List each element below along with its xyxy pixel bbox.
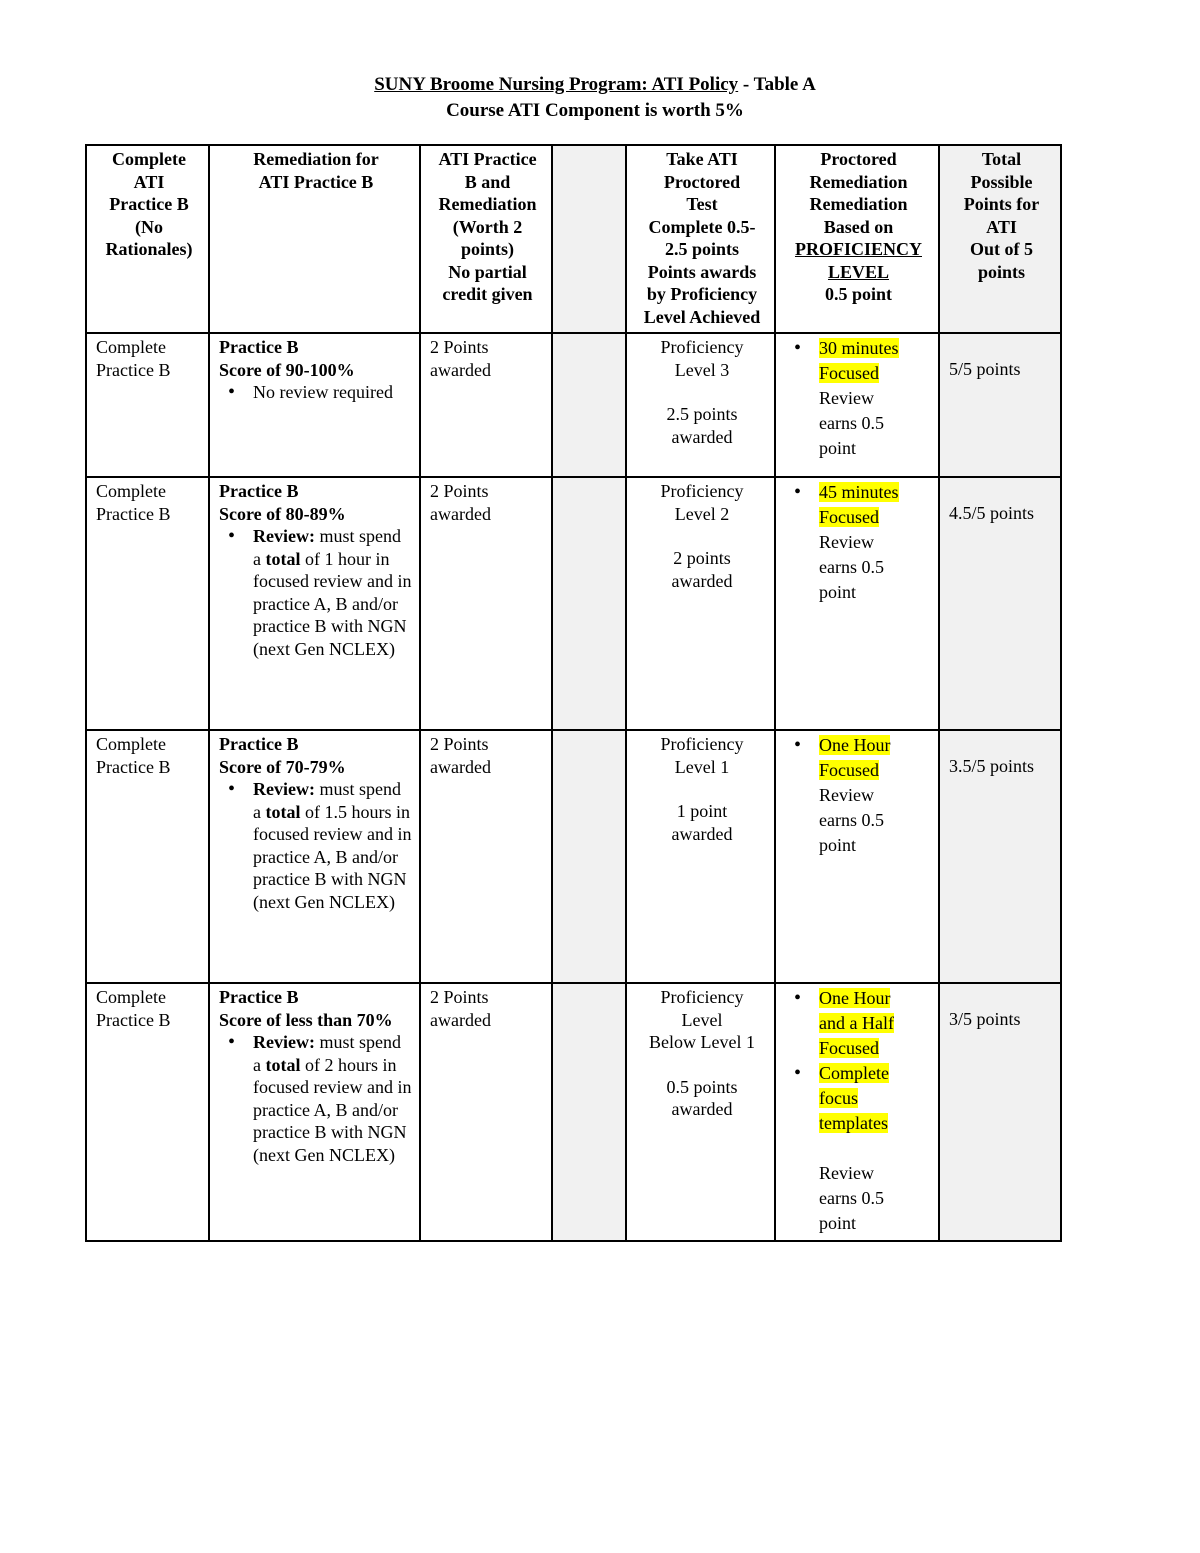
total-points: 5/5 points: [949, 359, 1021, 379]
cell-remediation: [209, 730, 420, 983]
cell-proctored-remediation: [775, 983, 939, 1241]
header-text: Remediation: [809, 194, 908, 214]
cell-text: Practice B: [96, 503, 171, 524]
cell-text: Level 1: [674, 756, 730, 777]
cell-text: Complete: [96, 987, 166, 1007]
score-range: Score of less than 70%: [219, 1009, 393, 1030]
cell-text: Level: [681, 1009, 723, 1030]
score-range: Score of 70-79%: [219, 756, 346, 777]
cell-text: point: [819, 835, 857, 855]
practice-title: Practice B: [219, 987, 299, 1007]
table-row: [86, 983, 1061, 1241]
cell-text: 1 point: [676, 801, 728, 821]
review-text: must spend a: [253, 1032, 401, 1075]
header-text: ATI Practice B: [258, 171, 374, 192]
cell-proctored-remediation: [775, 477, 939, 730]
header-text: Remediation for: [253, 149, 379, 169]
header-complete-practice: [86, 145, 209, 333]
cell-text: awarded: [671, 823, 733, 844]
total-points: 4.5/5 points: [949, 503, 1035, 523]
cell-proficiency: [626, 983, 775, 1241]
review-item: [219, 525, 413, 660]
highlighted-text: 45 minutes: [819, 482, 899, 502]
review-text: of 1 hour in focused review and in practice A, B and/or practice B with NGN (next Gen NCLEX): [253, 548, 412, 659]
cell-blank: [552, 477, 626, 730]
header-text: Based on: [823, 216, 894, 237]
cell-text: Review: [819, 532, 874, 552]
cell-text: awarded: [671, 1099, 733, 1119]
cell-text: Complete: [96, 337, 166, 357]
remediation-item: [785, 336, 932, 461]
cell-text: 2 Points: [430, 734, 489, 754]
header-text: Practice B: [109, 194, 189, 214]
remediation-item: [785, 1061, 932, 1236]
cell-text: awarded: [671, 570, 733, 591]
header-text: Test: [686, 194, 718, 214]
highlighted-text: Focused: [819, 1038, 879, 1058]
title-table-label: Table A: [753, 74, 816, 95]
table-row: [86, 477, 1061, 730]
cell-text: Level 3: [674, 359, 730, 380]
cell-text: point: [819, 438, 857, 458]
cell-text: awarded: [430, 756, 491, 777]
header-text: Proctored: [820, 149, 897, 169]
cell-text: 2 points: [673, 548, 731, 568]
cell-text: point: [819, 1213, 857, 1233]
header-text: (Worth 2: [452, 216, 523, 237]
review-text: of 1.5 hours in focused review and in practice A, B and/or practice B with NGN (next Gen NCLEX): [253, 801, 412, 912]
cell-text: Proficiency: [660, 987, 744, 1007]
header-proctored-test: [626, 145, 775, 333]
highlighted-text: One Hour: [819, 735, 891, 755]
highlighted-text: Complete: [819, 1063, 889, 1083]
title-line-2: Course ATI Component is worth 5%: [446, 100, 744, 121]
cell-complete: [86, 477, 209, 730]
practice-title: Practice B: [219, 481, 299, 501]
cell-remediation: [209, 333, 420, 477]
cell-text: Level 2: [674, 503, 730, 524]
cell-total: [939, 477, 1061, 730]
highlighted-text: and a Half: [819, 1013, 894, 1033]
header-text: Complete 0.5-: [648, 216, 756, 237]
header-text: credit given: [442, 284, 533, 304]
cell-total: [939, 333, 1061, 477]
cell-text: Review: [819, 785, 874, 805]
practice-title: Practice B: [219, 734, 299, 754]
remediation-item: [785, 986, 932, 1061]
header-text: (No: [135, 216, 163, 237]
cell-text: 2 Points: [430, 481, 489, 501]
header-blank: [552, 145, 626, 333]
cell-text: awarded: [430, 503, 491, 524]
remediation-item: [785, 733, 932, 858]
header-text: points: [977, 261, 1026, 282]
review-label: Review:: [253, 1032, 315, 1052]
cell-text: earns 0.5: [819, 1188, 884, 1208]
cell-text: earns 0.5: [819, 413, 884, 433]
cell-points: [420, 333, 552, 477]
table-row: [86, 333, 1061, 477]
cell-text: Practice B: [96, 1009, 171, 1030]
cell-text: Review: [819, 1163, 874, 1183]
cell-text: point: [819, 582, 857, 602]
header-proctored-remediation: [775, 145, 939, 333]
cell-proficiency: [626, 333, 775, 477]
cell-text: Proficiency: [660, 734, 744, 754]
highlighted-text: focus: [819, 1088, 858, 1108]
cell-text: Proficiency: [660, 337, 744, 357]
cell-text: earns 0.5: [819, 810, 884, 830]
header-text: ATI: [133, 171, 165, 192]
cell-points: [420, 983, 552, 1241]
header-total-points: [939, 145, 1061, 333]
header-text: No partial: [448, 261, 527, 282]
review-text: of 2 hours in focused review and in practice A, B and/or practice B with NGN (next Gen NCLEX): [253, 1054, 412, 1165]
cell-text: Practice B: [96, 359, 171, 380]
highlighted-text: templates: [819, 1113, 888, 1133]
remediation-list: [785, 986, 932, 1236]
document-title: [0, 72, 1190, 124]
title-program-policy: SUNY Broome Nursing Program: ATI Policy: [374, 74, 739, 95]
ati-policy-table: [85, 144, 1062, 1242]
cell-remediation: [209, 477, 420, 730]
cell-complete: [86, 730, 209, 983]
review-label: Review:: [253, 779, 315, 799]
title-line-1: [0, 72, 1190, 98]
header-text: Possible: [970, 171, 1033, 192]
review-emphasis: total: [265, 1054, 301, 1075]
cell-points: [420, 730, 552, 983]
header-text: Complete: [112, 149, 186, 169]
score-range: Score of 90-100%: [219, 359, 355, 380]
cell-complete: [86, 983, 209, 1241]
header-text: Take ATI: [666, 149, 738, 169]
remediation-list: [785, 480, 932, 605]
header-text: 0.5 point: [824, 284, 893, 304]
review-text: must spend a: [253, 779, 401, 822]
cell-text: awarded: [671, 426, 733, 447]
cell-text: awarded: [430, 359, 491, 380]
header-remediation: [209, 145, 420, 333]
practice-title: Practice B: [219, 337, 299, 357]
header-text: LEVEL: [827, 261, 890, 282]
cell-text: 2.5 points: [666, 404, 738, 424]
cell-points: [420, 477, 552, 730]
header-text: Proctored: [663, 171, 741, 192]
review-item: [219, 1031, 413, 1166]
header-text: ATI Practice: [438, 149, 537, 169]
highlighted-text: Focused: [819, 363, 879, 383]
remediation-list: [785, 733, 932, 858]
cell-remediation: [209, 983, 420, 1241]
score-range: Score of 80-89%: [219, 503, 346, 524]
review-list: [219, 381, 413, 404]
cell-blank: [552, 730, 626, 983]
review-text: must spend a: [253, 526, 401, 569]
cell-blank: [552, 333, 626, 477]
total-points: 3/5 points: [949, 1009, 1021, 1029]
header-text: Total: [981, 149, 1022, 169]
review-list: [219, 525, 413, 660]
review-label: Review:: [253, 526, 315, 546]
cell-text: earns 0.5: [819, 557, 884, 577]
cell-proficiency: [626, 477, 775, 730]
cell-text: Practice B: [96, 756, 171, 777]
highlighted-text: Focused: [819, 507, 879, 527]
table-header-row: [86, 145, 1061, 333]
cell-text: Complete: [96, 481, 166, 501]
cell-text: 2 Points: [430, 337, 489, 357]
highlighted-text: 30 minutes: [819, 338, 899, 358]
highlighted-text: Focused: [819, 760, 879, 780]
cell-text: Below Level 1: [649, 1032, 755, 1052]
highlighted-text: One Hour: [819, 988, 891, 1008]
review-item: [219, 778, 413, 913]
header-text: Remediation: [438, 194, 537, 214]
remediation-list: [785, 336, 932, 461]
cell-proctored-remediation: [775, 333, 939, 477]
header-text: Remediation: [809, 171, 908, 192]
cell-proctored-remediation: [775, 730, 939, 983]
header-text: Level Achieved: [643, 306, 761, 327]
header-text: Rationales): [105, 239, 193, 259]
header-text: PROFICIENCY: [794, 239, 922, 259]
cell-text: Review: [819, 388, 874, 408]
cell-text: Proficiency: [660, 481, 744, 501]
cell-text: 2 Points: [430, 987, 489, 1007]
header-text: 2.5 points: [664, 239, 740, 259]
review-emphasis: total: [265, 801, 301, 822]
header-text: by Proficiency: [646, 284, 758, 304]
header-text: B and: [464, 171, 511, 192]
header-text: ATI: [986, 216, 1017, 237]
header-text: Out of 5: [970, 239, 1033, 259]
header-text: Points awards: [647, 261, 757, 282]
title-separator: -: [738, 74, 754, 95]
cell-text: 0.5 points: [666, 1076, 738, 1097]
cell-text: Complete: [96, 734, 166, 754]
cell-proficiency: [626, 730, 775, 983]
review-item: • No review required: [219, 381, 413, 404]
header-practice-points: [420, 145, 552, 333]
total-points: 3.5/5 points: [949, 756, 1035, 776]
cell-total: [939, 730, 1061, 983]
cell-blank: [552, 983, 626, 1241]
remediation-item: [785, 480, 932, 605]
header-text: Points for: [963, 194, 1040, 214]
cell-complete: [86, 333, 209, 477]
review-list: [219, 1031, 413, 1166]
cell-total: [939, 983, 1061, 1241]
table-row: [86, 730, 1061, 983]
review-emphasis: total: [265, 548, 301, 569]
cell-text: awarded: [430, 1009, 491, 1030]
header-text: points): [460, 239, 514, 259]
review-list: [219, 778, 413, 913]
